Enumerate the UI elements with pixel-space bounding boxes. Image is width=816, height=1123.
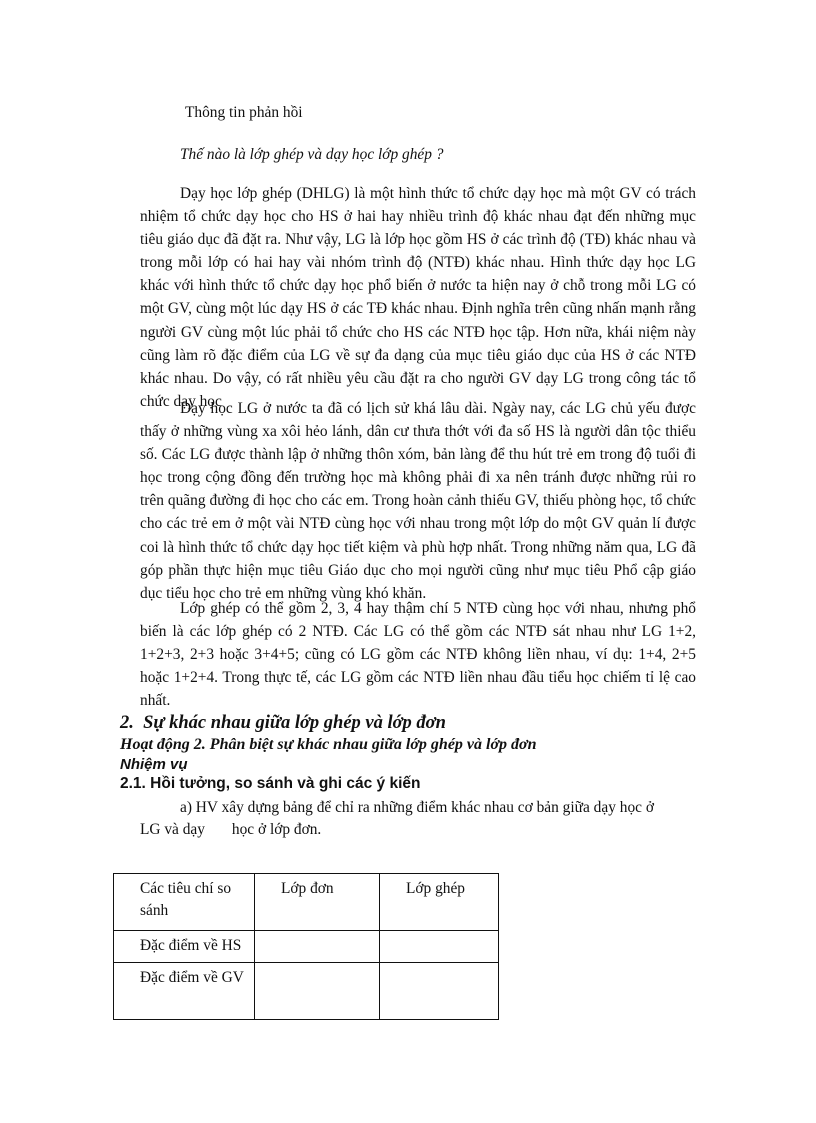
task-label: Nhiệm vụ	[120, 756, 188, 773]
table-row	[114, 963, 499, 1020]
task-a-line1: a) HV xây dựng bảng để chỉ ra những điểm khác nhau cơ bản giữa dạy học ở	[180, 799, 654, 816]
task-a-line2: LG và dạy học ở lớp đơn.	[140, 821, 322, 838]
question-heading: Thế nào là lớp ghép và dạy học lớp ghép ?	[180, 146, 444, 163]
paragraph-definition: Dạy học lớp ghép (DHLG) là một hình thức tổ chức dạy học mà một GV có trách nhiệm tổ chức dạy học cho HS ở hai hay nhiều trình độ khác nhau đạt đến những mục tiêu giáo dục đã đặt ra. Như vậy, LG là lớp học gồm HS ở các trình độ (TĐ) khác nhau và trong mỗi lớp có hai hay vài nhóm trình độ (NTĐ) khác nhau. Hình thức dạy học LG khác với hình thức tổ chức dạy học phổ biến ở nước ta hiện nay ở chỗ trong mỗi LG có một GV, cùng một lúc dạy HS ở các TĐ khác nhau. Định nghĩa trên cũng nhấn mạnh rằng người GV cùng một lúc phải tổ chức cho HS các NTĐ học tập. Hơn nữa, khái niệm này cũng làm rõ đặc điểm của LG về sự đa dạng của mục tiêu giáo dục của HS ở các NTĐ khác nhau. Do vậy, có rất nhiều yêu cầu đặt ra cho người GV dạy LG trong công tác tổ chức dạy học	[140, 185, 696, 410]
row-label-students: Đặc điểm về HS	[114, 931, 255, 963]
activity-heading: Hoạt động 2. Phân biệt sự khác nhau giữa lớp ghép và lớp đơn	[120, 736, 537, 753]
header-single-grade: Lớp đơn	[255, 874, 380, 931]
paragraph-composition: Lớp ghép có thể gồm 2, 3, 4 hay thậm chí 5 NTĐ cùng học với nhau, nhưng phổ biến là các lớp ghép có 2 NTĐ. Các LG có thể gồm các NTĐ sát nhau như LG 1+2, 1+2+3, 2+3 hoặc 3+4+5; cũng có LG gồm các NTĐ không liền nhau, ví dụ: 1+4, 2+5 hoặc 1+2+4. Trong thực tế, các LG gồm các NTĐ liền nhau đầu tiểu học chiếm tỉ lệ cao nhất.	[140, 600, 696, 710]
table-row	[114, 931, 499, 963]
feedback-title: Thông tin phản hồi	[185, 104, 303, 121]
subsection-heading: 2.1. Hồi tưởng, so sánh và ghi các ý kiến	[120, 775, 421, 792]
table-cell	[255, 963, 380, 1020]
header-criteria: Các tiêu chí so sánh	[114, 874, 255, 931]
paragraph-history: Dạy học LG ở nước ta đã có lịch sử khá lâu dài. Ngày nay, các LG chủ yếu được thấy ở những vùng xa xôi hẻo lánh, dân cư thưa thớt với đa số HS là người dân tộc thiểu số. Các LG được thành lập ở những thôn xóm, bản làng để thu hút trẻ em trong độ tuổi đi học trong cộng đồng đến trường học mà không phải đi xa nên tránh được những rủi ro trên quãng đường đi học cho các em. Trong hoàn cảnh thiếu GV, thiếu phòng học, tổ chức cho các trẻ em ở một vài NTĐ cùng học với nhau trong một lớp do một GV quản lí được coi là hình thức tổ chức dạy học tiết kiệm và phù hợp nhất. Trong những năm qua, LG đã góp phần thực hiện mục tiêu Giáo dục cho mọi người cũng như mục tiêu Phổ cập giáo dục tiểu học cho trẻ em những vùng khó khăn.	[140, 400, 696, 602]
table-header-row	[114, 874, 499, 931]
row-label-teacher: Đặc điểm về GV	[114, 963, 255, 1020]
table-cell	[255, 931, 380, 963]
table-cell	[380, 963, 499, 1020]
section-heading: 2. Sự khác nhau giữa lớp ghép và lớp đơn	[120, 713, 446, 733]
table-cell	[380, 931, 499, 963]
comparison-table	[113, 873, 499, 1020]
header-multigrade: Lớp ghép	[380, 874, 499, 931]
